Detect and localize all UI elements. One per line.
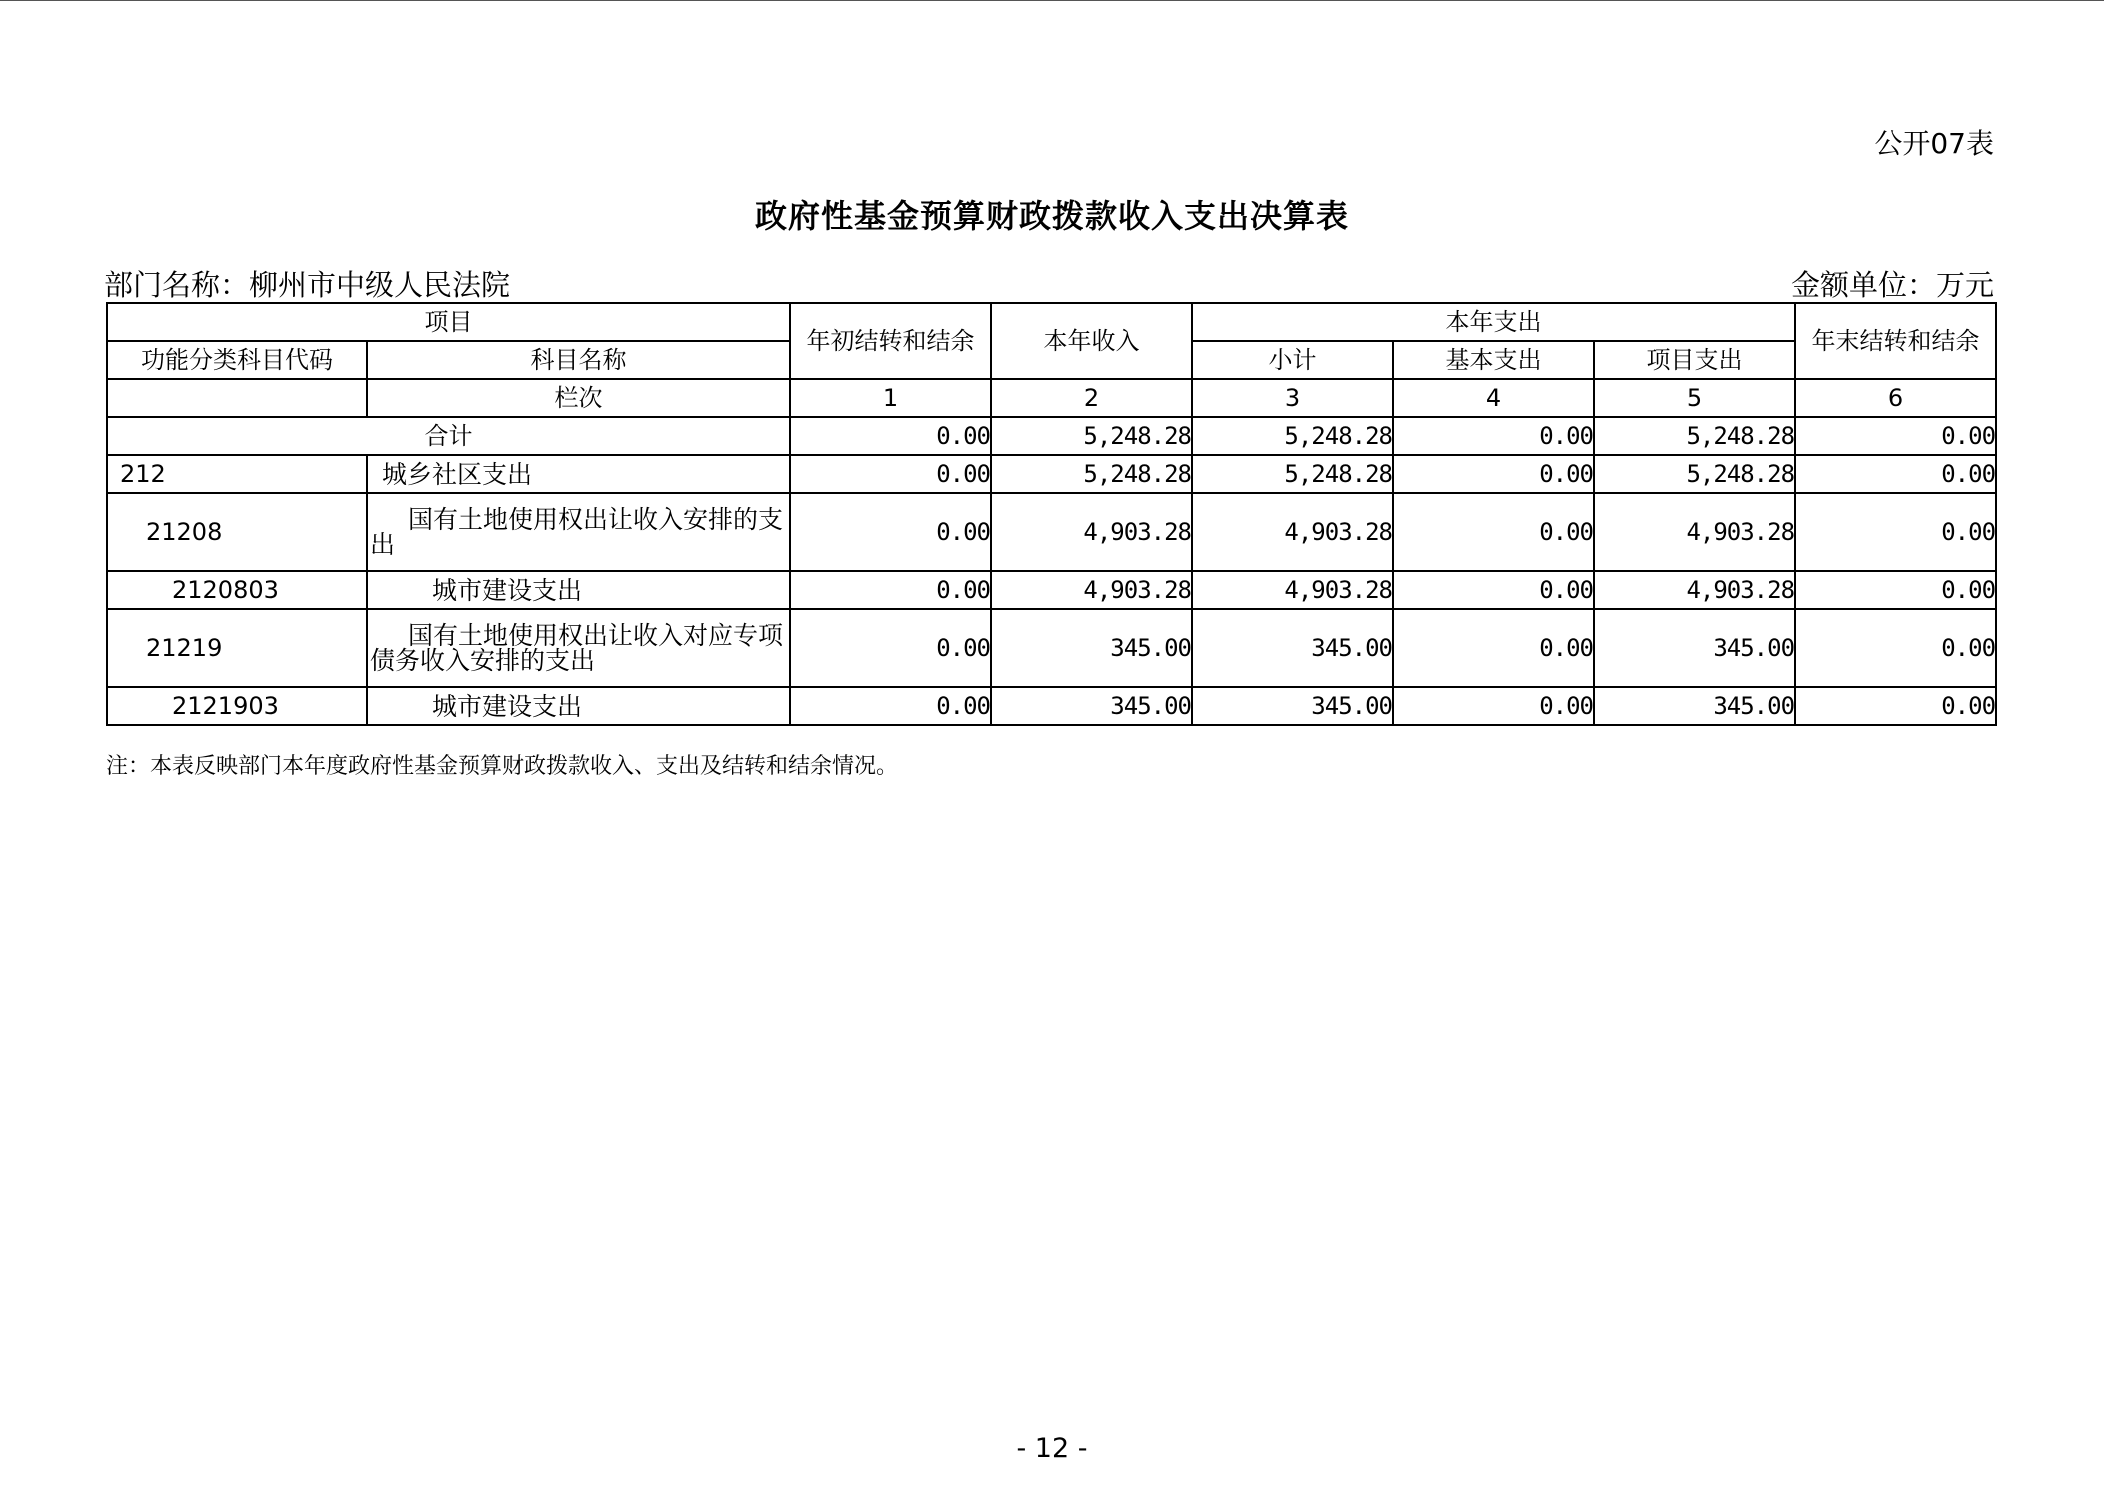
row-value: 0.00 (1393, 571, 1594, 609)
column-index-row (107, 379, 1996, 417)
row-value: 0.00 (1795, 609, 1996, 687)
row-name: 国有土地使用权出让收入安排的支出 (367, 493, 790, 571)
column-index-label: 栏次 (367, 379, 790, 417)
row-value: 4,903.28 (991, 571, 1192, 609)
header-name: 科目名称 (367, 341, 790, 379)
row-value: 345.00 (991, 609, 1192, 687)
row-value: 5,248.28 (1594, 455, 1795, 493)
row-code: 212 (107, 455, 367, 493)
table-row (107, 609, 1996, 687)
row-value: 5,248.28 (1192, 455, 1393, 493)
row-code: 2120803 (107, 571, 367, 609)
row-code: 2121903 (107, 687, 367, 725)
total-value: 5,248.28 (991, 417, 1192, 455)
row-name: 城乡社区支出 (367, 455, 790, 493)
column-index: 5 (1594, 379, 1795, 417)
total-value: 0.00 (1795, 417, 1996, 455)
header-item: 项目 (107, 303, 790, 341)
total-row (107, 417, 1996, 455)
header-expense: 本年支出 (1192, 303, 1795, 341)
header-code: 功能分类科目代码 (107, 341, 367, 379)
column-index: 6 (1795, 379, 1996, 417)
row-value: 0.00 (790, 571, 991, 609)
budget-table (106, 302, 1997, 726)
row-value: 0.00 (1393, 493, 1594, 571)
unit-label: 金额单位：万元 (1790, 268, 1994, 302)
row-value: 5,248.28 (991, 455, 1192, 493)
column-index: 3 (1192, 379, 1393, 417)
row-value: 0.00 (1393, 455, 1594, 493)
row-value: 0.00 (1393, 609, 1594, 687)
row-name: 国有土地使用权出让收入对应专项债务收入安排的支出 (367, 609, 790, 687)
row-value: 0.00 (1393, 687, 1594, 725)
row-code: 21219 (107, 609, 367, 687)
row-value: 345.00 (991, 687, 1192, 725)
table-row (107, 687, 1996, 725)
department-label: 部门名称：柳州市中级人民法院 (104, 268, 511, 302)
row-value: 345.00 (1594, 609, 1795, 687)
table-row (107, 455, 1996, 493)
row-value: 0.00 (790, 493, 991, 571)
row-value: 4,903.28 (1594, 493, 1795, 571)
column-index: 2 (991, 379, 1192, 417)
row-value: 0.00 (790, 455, 991, 493)
table-row (107, 571, 1996, 609)
header-basic: 基本支出 (1393, 341, 1594, 379)
row-value: 345.00 (1594, 687, 1795, 725)
row-name: 城市建设支出 (367, 571, 790, 609)
row-name: 城市建设支出 (367, 687, 790, 725)
row-value: 345.00 (1192, 687, 1393, 725)
total-value: 5,248.28 (1594, 417, 1795, 455)
header-subtotal: 小计 (1192, 341, 1393, 379)
row-value: 0.00 (790, 687, 991, 725)
column-index: 4 (1393, 379, 1594, 417)
row-value: 0.00 (1795, 455, 1996, 493)
total-value: 5,248.28 (1192, 417, 1393, 455)
header-carry-begin: 年初结转和结余 (790, 303, 991, 379)
table-note: 注：本表反映部门本年度政府性基金预算财政拨款收入、支出及结转和结余情况。 (106, 754, 899, 779)
row-value: 0.00 (1795, 571, 1996, 609)
row-value: 4,903.28 (1192, 493, 1393, 571)
top-border-line (0, 0, 2104, 1)
total-label: 合计 (107, 417, 790, 455)
row-value: 345.00 (1192, 609, 1393, 687)
header-project: 项目支出 (1594, 341, 1795, 379)
header-income: 本年收入 (991, 303, 1192, 379)
row-value: 0.00 (1795, 687, 1996, 725)
row-value: 0.00 (790, 609, 991, 687)
column-index-blank (107, 379, 367, 417)
column-index: 1 (790, 379, 991, 417)
row-value: 4,903.28 (1192, 571, 1393, 609)
form-number: 公开07表 (1874, 127, 1994, 160)
header-carry-end: 年末结转和结余 (1795, 303, 1996, 379)
page-title: 政府性基金预算财政拨款收入支出决算表 (754, 197, 1349, 235)
page-number: - 12 - (1016, 1433, 1088, 1464)
row-value: 4,903.28 (1594, 571, 1795, 609)
total-value: 0.00 (1393, 417, 1594, 455)
row-value: 4,903.28 (991, 493, 1192, 571)
total-value: 0.00 (790, 417, 991, 455)
table-row (107, 493, 1996, 571)
row-code: 21208 (107, 493, 367, 571)
row-value: 0.00 (1795, 493, 1996, 571)
